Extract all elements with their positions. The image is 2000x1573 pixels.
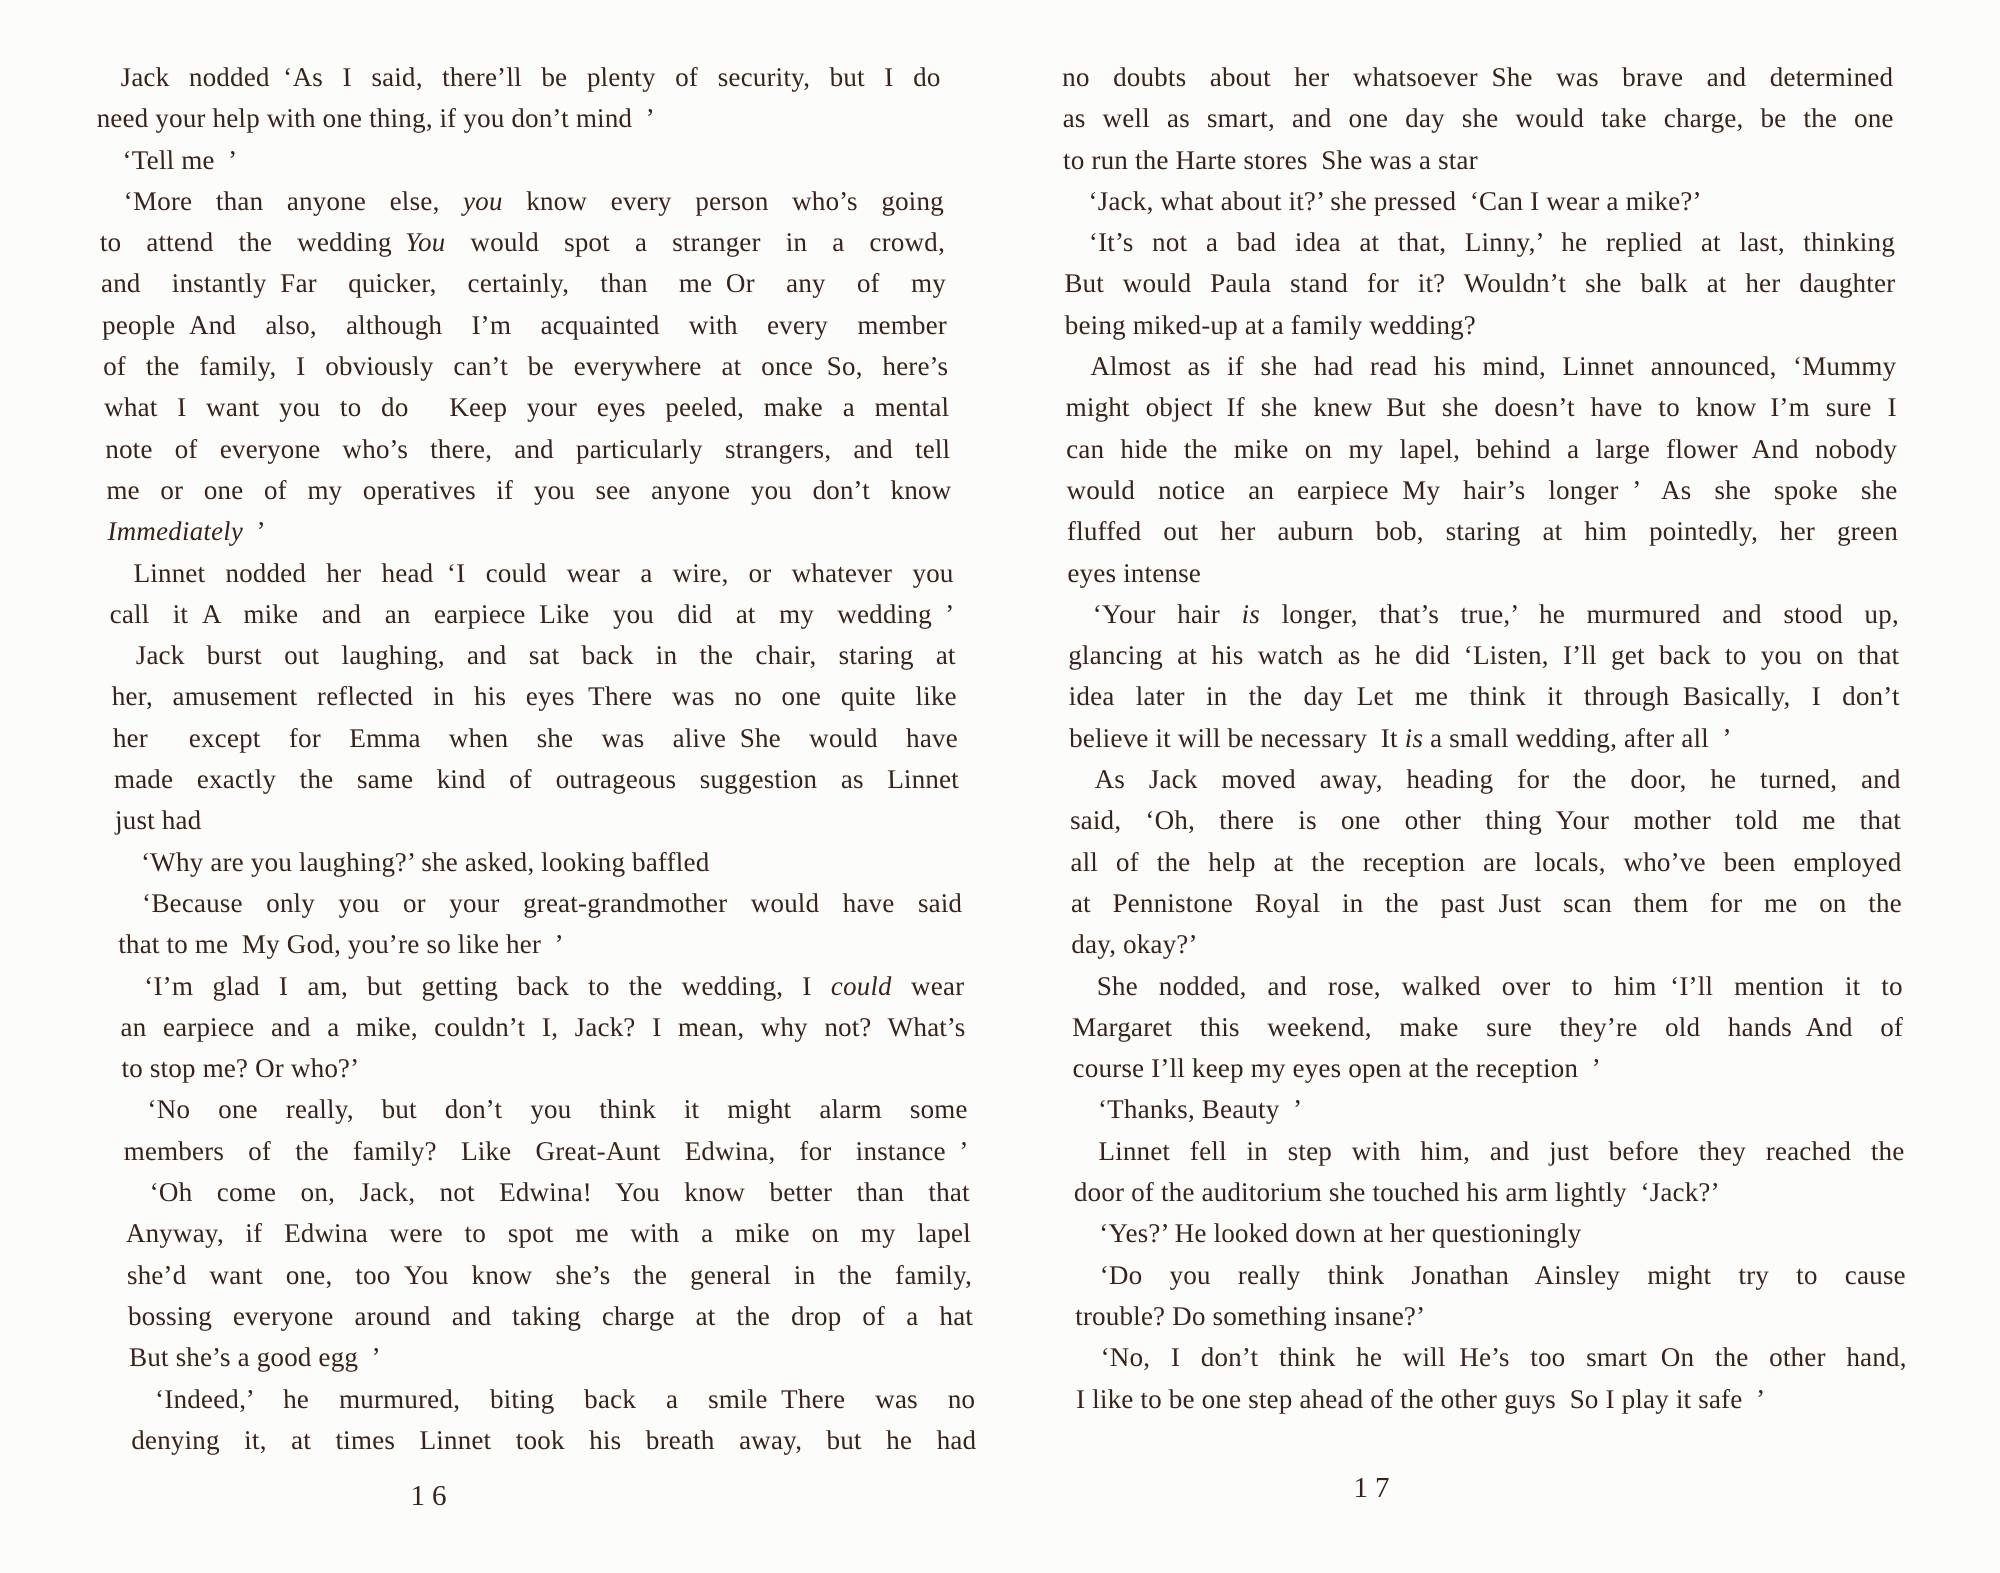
text-line: ‘It’s not a bad idea at that, Linny,’ he replied at last, thinking — [1088, 227, 1896, 258]
text-line: her, amusement reflected in his eyes There was no one quite like — [111, 681, 958, 712]
text-line: might object If she knew But she doesn’t have to know I’m sure I — [1065, 392, 1897, 423]
italic-text: is — [1404, 722, 1424, 753]
page-right-number: 17 — [1353, 1472, 1397, 1504]
text-line: me or one of my operatives if you see anyone you don’t know — [105, 474, 952, 505]
text-line: ‘Do you really think Jonathan Ainsley might try to cause — [1099, 1259, 1906, 1290]
text-line: no doubts about her whatsoever She was brave and determined — [1062, 62, 1894, 92]
text-line: her except for Emma when she was alive She would have — [112, 722, 959, 753]
text-line: course I’ll keep my eyes open at the reception ’ — [1072, 1053, 1602, 1084]
italic-text: Immediately — [107, 516, 244, 547]
text-line: what I want you to do Keep your eyes peeled, make a mental — [103, 392, 950, 423]
text-line: Anyway, if Edwina were to spot me with a mike on my lapel — [125, 1218, 972, 1249]
text-line: can hide the mike on my lapel, behind a large flower And nobody — [1065, 433, 1898, 464]
text-line: ‘No one really, but don’t you think it might alarm some — [147, 1094, 968, 1125]
text-line: Jack nodded ‘As I said, there’ll be plenty of security, but I do — [120, 62, 941, 92]
text-line: trouble? Do something insane?’ — [1075, 1300, 1426, 1331]
text-line: as well as smart, and one day she would take charge, be the one — [1062, 103, 1894, 134]
text-line: Margaret this weekend, make sure they’re old hands And of — [1071, 1011, 1904, 1042]
text-line: of the family, I obviously can’t be everywhere at once So, here’s — [102, 351, 949, 382]
page-right-text-column — [1062, 57, 1907, 1420]
text-line: ‘Indeed,’ he murmured, biting back a smile There was no — [154, 1383, 976, 1414]
italic-text: You — [404, 227, 446, 258]
text-line: made exactly the same kind of outrageous suggestion as Linnet — [113, 764, 960, 795]
italic-text: you — [462, 185, 503, 216]
text-line: that to me My God, you’re so like her ’ — [117, 929, 565, 960]
page-left-text-column — [95, 57, 977, 1461]
text-line: need your help with one thing, if you don’t mind ’ — [96, 103, 656, 134]
text-line: ‘No, I don’t think he will He’s too smart On the other hand, — [1100, 1342, 1907, 1373]
text-line: people And also, although I’m acquainted with every member — [101, 309, 948, 340]
text-line: Almost as if she had read his mind, Linnet announced, ‘Mummy — [1090, 351, 1897, 382]
text-line: bossing everyone around and taking charge at the drop of a hat — [127, 1300, 974, 1331]
text-line: glancing at his watch as he did ‘Listen, I’ll get back to you on that — [1068, 640, 1900, 671]
text-line: to stop me? Or who?’ — [121, 1053, 360, 1084]
text-line: call it A mike and an earpiece Like you did at my wedding ’ — [109, 598, 955, 629]
text-line: As Jack moved away, heading for the door, he turned, and — [1094, 764, 1901, 795]
text-line: day, okay?’ — [1071, 929, 1198, 960]
text-line: to run the Harte stores She was a star — [1062, 144, 1478, 175]
text-line: I like to be one step ahead of the other guys So I play it safe ’ — [1075, 1383, 1766, 1414]
text-line: Linnet nodded her head ‘I could wear a wire, or whatever you — [133, 557, 954, 588]
page-left-number: 16 — [410, 1480, 454, 1512]
book-page-right — [1062, 57, 1907, 1420]
text-line: just had — [114, 805, 202, 836]
text-line: at Pennistone Royal in the past Just scan them for me on the — [1070, 887, 1903, 918]
text-line: all of the help at the reception are locals, who’ve been employed — [1070, 846, 1902, 877]
text-line: ‘Why are you laughing?’ she asked, looking baffled — [140, 846, 710, 877]
italic-text: is — [1241, 598, 1261, 629]
italic-text: could — [830, 970, 893, 1001]
text-line: ‘More than anyone else, you know every person who’s going — [123, 185, 945, 216]
text-line: eyes intense — [1067, 557, 1202, 588]
text-line: fluffed out her auburn bob, staring at him pointedly, her green — [1066, 516, 1899, 547]
text-line: ‘Tell me ’ — [122, 144, 238, 175]
text-line: believe it will be necessary It is a small wedding, after all ’ — [1068, 722, 1732, 753]
text-line: she’d want one, too You know she’s the general in the family, — [126, 1259, 973, 1290]
text-line: ‘Jack, what about it?’ she pressed ‘Can I wear a mike?’ — [1088, 185, 1702, 216]
text-line: ‘I’m glad I am, but getting back to the wedding, I could wear — [143, 970, 965, 1001]
text-line: an earpiece and a mike, couldn’t I, Jack? I mean, why not? What’s — [120, 1011, 966, 1042]
text-line: ‘Oh come on, Jack, not Edwina! You know better than that — [149, 1177, 971, 1208]
text-line: Immediately ’ — [107, 516, 267, 547]
text-line: ‘Yes?’ He looked down at her questioningly — [1099, 1218, 1582, 1249]
text-line: note of everyone who’s there, and particularly strangers, and tell — [104, 433, 951, 464]
text-line: Linnet fell in step with him, and just before they reached the — [1098, 1135, 1905, 1166]
text-line: members of the family? Like Great-Aunt Edwina, for instance ’ — [123, 1135, 970, 1166]
text-line: said, ‘Oh, there is one other thing Your mother told me that — [1069, 805, 1902, 836]
text-line: Jack burst out laughing, and sat back in the chair, staring at — [135, 640, 957, 671]
text-line: ‘Your hair is longer, that’s true,’ he murmured and stood up, — [1092, 598, 1899, 629]
text-line: ‘Because only you or your great-grandmother would have said — [141, 887, 963, 918]
text-line: She nodded, and rose, walked over to him ‘I’ll mention it to — [1096, 970, 1903, 1001]
text-line: to attend the wedding You would spot a stranger in a crowd, — [99, 227, 946, 258]
text-line: being miked-up at a family wedding? — [1064, 309, 1477, 340]
text-line: and instantly Far quicker, certainly, than me Or any of my — [100, 268, 947, 299]
text-line: denying it, at times Linnet took his breath away, but he had — [130, 1424, 977, 1455]
text-line: would notice an earpiece My hair’s longer ’ As she spoke she — [1066, 474, 1898, 505]
text-line: door of the auditorium she touched his arm lightly ‘Jack?’ — [1073, 1177, 1720, 1208]
text-line: But she’s a good egg ’ — [128, 1342, 382, 1373]
text-line: idea later in the day Let me think it through Basically, I don’t — [1068, 681, 1900, 712]
book-page-left — [95, 57, 977, 1461]
text-line: But would Paula stand for it? Wouldn’t she balk at her daughter — [1064, 268, 1896, 299]
text-line: ‘Thanks, Beauty ’ — [1097, 1094, 1303, 1125]
